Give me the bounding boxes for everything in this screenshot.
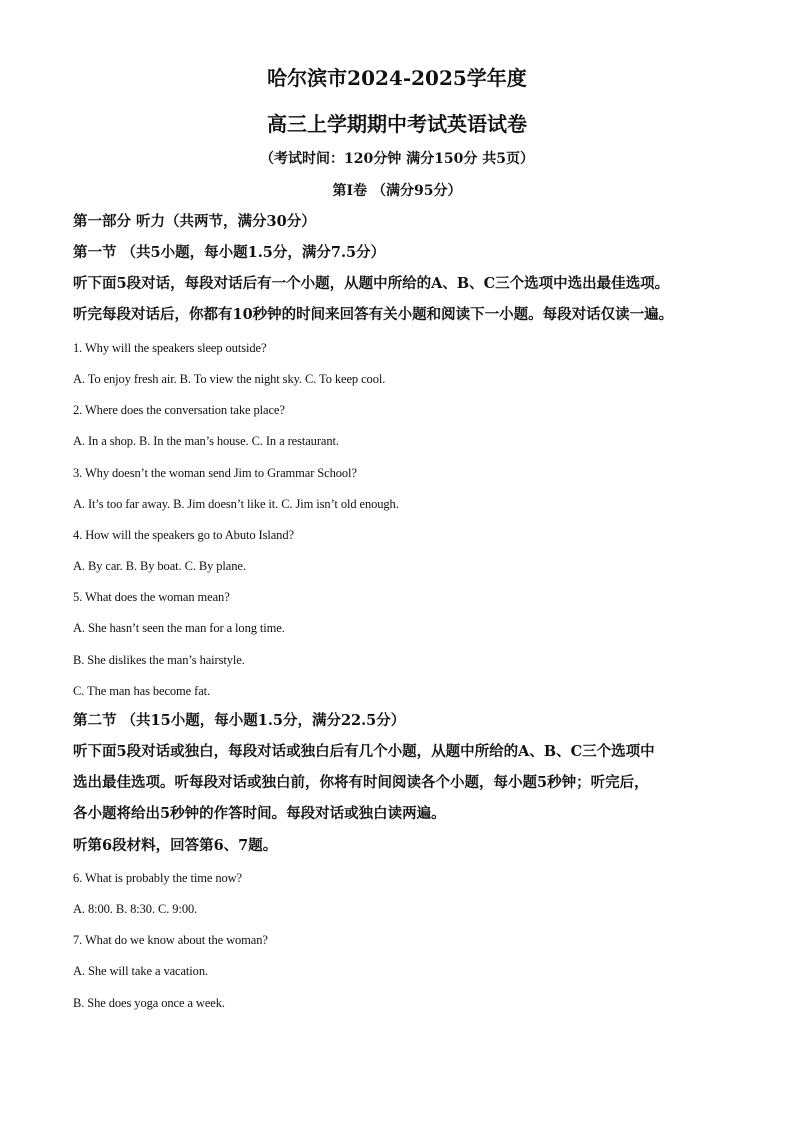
exam-title-line2: 高三上学期期中考试英语试卷 xyxy=(267,112,527,136)
question-3-options: A. It’s too far away. B. Jim doesn’t like it. C. Jim isn’t old enough. xyxy=(73,497,399,511)
section1-instruction-line1: 听下面5段对话，每段对话后有一个小题，从题中所给的A、B、C三个选项中选出最佳选项。 xyxy=(73,275,670,292)
section1-instruction-line2: 听完每段对话后，你都有10秒钟的时间来回答有关小题和阅读下一小题。每段对话仅读一遍。 xyxy=(73,306,674,323)
section1-heading: 第一节 （共5小题，每小题1.5分，满分7.5分） xyxy=(73,244,386,261)
exam-info: （考试时间：120分钟 满分150分 共5页） xyxy=(260,151,534,167)
question-6-options: A. 8:00. B. 8:30. C. 9:00. xyxy=(73,902,198,916)
volume-heading: 第I卷 （满分95分） xyxy=(332,183,462,199)
question-2: 2. Where does the conversation take place? xyxy=(73,403,285,417)
section2-instruction-line3: 各小题将给出5秒钟的作答时间。每段对话或独白读两遍。 xyxy=(73,805,446,822)
exam-title-line1: 哈尔滨市2024-2025学年度 xyxy=(267,66,527,90)
section2-heading: 第二节 （共15小题，每小题1.5分，满分22.5分） xyxy=(73,712,406,729)
question-5-option-c: C. The man has become fat. xyxy=(73,684,211,698)
material-6-heading: 听第6段材料，回答第6、7题。 xyxy=(73,837,278,854)
section2-instruction-line1: 听下面5段对话或独白，每段对话或独白后有几个小题，从题中所给的A、B、C三个选项中 xyxy=(73,743,655,760)
question-7: 7. What do we know about the woman? xyxy=(73,933,268,947)
question-2-options: A. In a shop. B. In the man’s house. C. In a restaurant. xyxy=(73,434,339,448)
question-6: 6. What is probably the time now? xyxy=(73,871,243,885)
question-7-option-a: A. She will take a vacation. xyxy=(73,964,209,978)
question-4: 4. How will the speakers go to Abuto Island? xyxy=(73,528,294,542)
section2-instruction-line2: 选出最佳选项。听每段对话或独白前，你将有时间阅读各个小题，每小题5秒钟；听完后， xyxy=(73,774,649,791)
question-3: 3. Why doesn’t the woman send Jim to Grammar School? xyxy=(73,466,357,480)
question-7-option-b: B. She does yoga once a week. xyxy=(73,996,225,1010)
question-5: 5. What does the woman mean? xyxy=(73,590,230,604)
question-5-option-a: A. She hasn’t seen the man for a long time. xyxy=(73,621,285,635)
question-1: 1. Why will the speakers sleep outside? xyxy=(73,341,267,355)
question-5-option-b: B. She dislikes the man’s hairstyle. xyxy=(73,653,245,667)
question-4-options: A. By car. B. By boat. C. By plane. xyxy=(73,559,246,573)
question-1-options: A. To enjoy fresh air. B. To view the night sky. C. To keep cool. xyxy=(73,372,386,386)
part1-heading: 第一部分 听力（共两节，满分30分） xyxy=(73,213,316,230)
